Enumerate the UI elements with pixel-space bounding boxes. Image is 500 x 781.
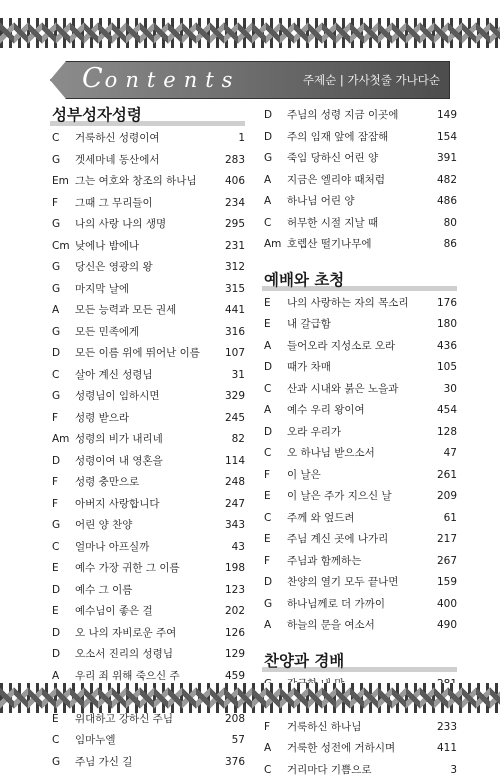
- page-number: 411: [437, 738, 457, 760]
- song-title: 모든 민족에게: [75, 322, 139, 344]
- song-key: E: [52, 709, 77, 731]
- song-key: G: [52, 752, 77, 774]
- page-number: 126: [225, 623, 245, 645]
- bottom-border-pattern: [0, 683, 500, 713]
- song-title: 오소서 진리의 성령님: [75, 644, 173, 666]
- page-number: 316: [225, 322, 245, 344]
- page-number: 57: [232, 730, 245, 752]
- page-number: 267: [437, 551, 457, 573]
- song-title: 때가 차매: [287, 357, 331, 379]
- song-title: 오 나의 자비로운 주여: [75, 623, 176, 645]
- page-number: 47: [444, 443, 457, 465]
- page-number: 231: [225, 236, 245, 258]
- song-title: 낮에나 밤에나: [75, 236, 139, 258]
- toc-entry[interactable]: [50, 515, 245, 537]
- song-key: G: [52, 515, 77, 537]
- section-heading: 예배와 초청: [262, 268, 457, 293]
- page-number: 202: [225, 601, 245, 623]
- song-key: A: [264, 191, 289, 213]
- page-number: 129: [225, 644, 245, 666]
- toc-entry[interactable]: [262, 379, 457, 401]
- song-title: 주님 계신 곳에 나가리: [287, 529, 388, 551]
- song-title: 나의 사랑하는 자의 목소리: [287, 293, 409, 315]
- toc-entry[interactable]: [262, 551, 457, 573]
- song-key: D: [52, 644, 77, 666]
- page-number: 391: [437, 148, 457, 170]
- page-number: 209: [437, 486, 457, 508]
- toc-entry[interactable]: [262, 336, 457, 358]
- toc-entry[interactable]: [50, 472, 245, 494]
- song-key: Am: [52, 429, 77, 451]
- song-key: C: [264, 760, 289, 781]
- song-key: D: [264, 422, 289, 444]
- song-title: 하나님께로 더 가까이: [287, 594, 385, 616]
- song-key: C: [264, 379, 289, 401]
- song-title: 겟세마네 동산에서: [75, 150, 159, 172]
- toc-entry[interactable]: [262, 443, 457, 465]
- page-number: 459: [225, 666, 245, 688]
- song-key: G: [52, 386, 77, 408]
- song-title: 그때 그 무리들이: [75, 193, 153, 215]
- section-heading: 찬양과 경배: [262, 649, 457, 674]
- page-number: 312: [225, 257, 245, 279]
- toc-entry[interactable]: [262, 572, 457, 594]
- toc-entry[interactable]: [262, 486, 457, 508]
- page-number: 490: [437, 615, 457, 637]
- page-number: 180: [437, 314, 457, 336]
- song-key: G: [52, 279, 77, 301]
- page-number: 105: [437, 357, 457, 379]
- song-key: A: [264, 615, 289, 637]
- toc-entry[interactable]: [50, 494, 245, 516]
- song-key: E: [52, 558, 77, 580]
- song-key: A: [264, 738, 289, 760]
- song-key: C: [52, 730, 77, 752]
- page-number: 128: [437, 422, 457, 444]
- song-title: 허무한 시절 지날 때: [287, 213, 378, 235]
- toc-entry[interactable]: [262, 105, 457, 127]
- toc-entry[interactable]: [262, 213, 457, 235]
- song-title: 주님의 성령 지금 이곳에: [287, 105, 398, 127]
- song-title: 들어오라 지성소로 오라: [287, 336, 395, 358]
- page-number: 30: [444, 379, 457, 401]
- page-number: 154: [437, 127, 457, 149]
- toc-entry[interactable]: [262, 717, 457, 739]
- page-number: 159: [437, 572, 457, 594]
- song-key: G: [264, 594, 289, 616]
- page-number: 217: [437, 529, 457, 551]
- song-title: 당신은 영광의 왕: [75, 257, 153, 279]
- song-key: A: [264, 170, 289, 192]
- toc-entry[interactable]: [50, 644, 245, 666]
- song-key: D: [264, 357, 289, 379]
- section-heading: 성부성자성령: [50, 103, 245, 128]
- contents-title-rest: ontents: [105, 68, 241, 92]
- page-number: 295: [225, 214, 245, 236]
- toc-entry[interactable]: [50, 580, 245, 602]
- song-key: F: [264, 717, 289, 739]
- page-number: 436: [437, 336, 457, 358]
- page-number: 486: [437, 191, 457, 213]
- page-number: 107: [225, 343, 245, 365]
- song-title: 임마누엘: [75, 730, 116, 752]
- song-title: 내 갈급함: [287, 314, 331, 336]
- song-key: G: [52, 214, 77, 236]
- song-key: D: [52, 623, 77, 645]
- song-key: C: [52, 365, 77, 387]
- song-key: E: [264, 529, 289, 551]
- toc-entry[interactable]: [50, 322, 245, 344]
- toc-entry[interactable]: [50, 365, 245, 387]
- song-title: 예수 그 이름: [75, 580, 132, 602]
- right-column: [262, 103, 457, 781]
- page-number: 208: [225, 709, 245, 731]
- toc-entry[interactable]: [50, 279, 245, 301]
- song-key: F: [52, 472, 77, 494]
- song-title: 주께 와 엎드려: [287, 508, 355, 530]
- song-title: 모든 이름 위에 뛰어난 이름: [75, 343, 200, 365]
- song-key: F: [52, 408, 77, 430]
- toc-entry[interactable]: [262, 760, 457, 781]
- song-title: 모든 능력과 모든 권세: [75, 300, 176, 322]
- contents-title-initial: C: [82, 63, 105, 94]
- toc-entry[interactable]: [50, 214, 245, 236]
- page-number: 441: [225, 300, 245, 322]
- page-number: 329: [225, 386, 245, 408]
- page-number: 1: [238, 128, 245, 150]
- toc-entry[interactable]: [262, 314, 457, 336]
- song-title: 오 하나님 받으소서: [287, 443, 375, 465]
- page-number: 482: [437, 170, 457, 192]
- toc-entry[interactable]: [262, 127, 457, 149]
- page-number: 198: [225, 558, 245, 580]
- song-title: 성령님이 임하시면: [75, 386, 159, 408]
- song-title: 성령 받으라: [75, 408, 129, 430]
- song-key: A: [264, 400, 289, 422]
- song-title: 예수 가장 귀한 그 이름: [75, 558, 180, 580]
- song-key: D: [264, 105, 289, 127]
- song-key: Am: [264, 234, 289, 256]
- song-title: 산과 시내와 붉은 노을과: [287, 379, 398, 401]
- song-title: 예수님이 좋은 걸: [75, 601, 153, 623]
- song-title: 나의 사랑 나의 생명: [75, 214, 166, 236]
- song-title: 거리마다 기쁨으로: [287, 760, 371, 781]
- toc-entry[interactable]: [50, 752, 245, 774]
- page-number: 123: [225, 580, 245, 602]
- section-spacer: [262, 256, 457, 268]
- contents-title: [82, 64, 240, 94]
- toc-entry[interactable]: [262, 400, 457, 422]
- page-number: 248: [225, 472, 245, 494]
- toc-entry[interactable]: [262, 148, 457, 170]
- song-key: C: [264, 213, 289, 235]
- song-title: 주님 가신 길: [75, 752, 132, 774]
- toc-entry[interactable]: [50, 730, 245, 752]
- top-border-pattern: [0, 18, 500, 48]
- song-title: 아버지 사랑합니다: [75, 494, 159, 516]
- song-key: D: [264, 127, 289, 149]
- page-number: 406: [225, 171, 245, 193]
- song-key: G: [52, 257, 77, 279]
- song-key: C: [264, 443, 289, 465]
- toc-entry[interactable]: [262, 465, 457, 487]
- page-number: 114: [225, 451, 245, 473]
- song-title: 죽임 당하신 어린 양: [287, 148, 378, 170]
- page-number: 80: [444, 213, 457, 235]
- song-key: A: [52, 666, 77, 688]
- toc-entry[interactable]: [50, 451, 245, 473]
- toc-entry[interactable]: [50, 343, 245, 365]
- contents-subtitle: 주제순 | 가사첫줄 가나다순: [303, 70, 440, 90]
- song-title: 거룩하신 하나님: [287, 717, 361, 739]
- song-title: 하나님 어린 양: [287, 191, 355, 213]
- song-key: D: [52, 343, 77, 365]
- song-title: 이 날은: [287, 465, 321, 487]
- page-number: 43: [232, 537, 245, 559]
- toc-entry[interactable]: [50, 386, 245, 408]
- page-number: 247: [225, 494, 245, 516]
- song-title: 주의 임재 앞에 잠잠해: [287, 127, 388, 149]
- song-title: 이 날은 주가 지으신 날: [287, 486, 392, 508]
- song-key: D: [264, 572, 289, 594]
- song-key: G: [264, 148, 289, 170]
- song-key: C: [52, 537, 77, 559]
- song-title: 주님과 함께하는: [287, 551, 361, 573]
- song-title: 성령의 비가 내리네: [75, 429, 163, 451]
- page-number: 233: [437, 717, 457, 739]
- song-title: 살아 계신 성령님: [75, 365, 153, 387]
- song-title: 위대하고 강하신 주님: [75, 709, 173, 731]
- toc-entry[interactable]: [50, 601, 245, 623]
- section-spacer: [262, 637, 457, 649]
- song-title: 호렙산 떨기나무에: [287, 234, 371, 256]
- song-key: E: [264, 486, 289, 508]
- toc-entry[interactable]: [50, 236, 245, 258]
- page-number: 343: [225, 515, 245, 537]
- toc-entry[interactable]: [50, 193, 245, 215]
- toc-entry[interactable]: [50, 558, 245, 580]
- song-title: 거룩하신 성령이여: [75, 128, 159, 150]
- toc-entry[interactable]: [50, 623, 245, 645]
- toc-entry[interactable]: [262, 529, 457, 551]
- song-key: A: [264, 336, 289, 358]
- toc-entry[interactable]: [262, 422, 457, 444]
- song-key: F: [264, 465, 289, 487]
- song-title: 마지막 날에: [75, 279, 129, 301]
- song-key: F: [264, 551, 289, 573]
- song-title: 오라 우리가: [287, 422, 341, 444]
- page-number: 315: [225, 279, 245, 301]
- left-column: [50, 103, 245, 773]
- song-title: 찬양의 열기 모두 끝나면: [287, 572, 398, 594]
- toc-entry[interactable]: [50, 128, 245, 150]
- toc-section: [262, 268, 457, 637]
- song-key: Cm: [52, 236, 77, 258]
- toc-section: [262, 649, 457, 781]
- song-key: D: [52, 580, 77, 602]
- song-title: 얼마나 아프실까: [75, 537, 149, 559]
- toc-entry[interactable]: [50, 171, 245, 193]
- page-number: 245: [225, 408, 245, 430]
- page-number: 82: [232, 429, 245, 451]
- toc-entry[interactable]: [262, 615, 457, 637]
- song-key: C: [52, 128, 77, 150]
- song-title: 하늘의 문을 여소서: [287, 615, 375, 637]
- toc-entry[interactable]: [50, 408, 245, 430]
- page-number: 376: [225, 752, 245, 774]
- song-key: Em: [52, 171, 77, 193]
- toc-entry[interactable]: [50, 300, 245, 322]
- page-number: 400: [437, 594, 457, 616]
- page-number: 283: [225, 150, 245, 172]
- toc-entry[interactable]: [262, 191, 457, 213]
- toc-entry[interactable]: [50, 429, 245, 451]
- song-key: A: [52, 300, 77, 322]
- song-key: F: [52, 193, 77, 215]
- toc-section: [262, 105, 457, 256]
- page-number: 176: [437, 293, 457, 315]
- toc-entry[interactable]: [50, 537, 245, 559]
- page-number: 86: [444, 234, 457, 256]
- song-key: F: [52, 494, 77, 516]
- page-number: 454: [437, 400, 457, 422]
- toc-section: [50, 103, 245, 773]
- song-title: 우리 죄 위해 죽으신 주: [75, 666, 180, 688]
- song-key: E: [264, 314, 289, 336]
- song-title: 성령이여 내 영혼을: [75, 451, 163, 473]
- song-title: 지금은 엘리야 때처럼: [287, 170, 385, 192]
- page-number: 31: [232, 365, 245, 387]
- song-key: E: [264, 293, 289, 315]
- song-key: G: [52, 150, 77, 172]
- song-key: C: [264, 508, 289, 530]
- song-key: D: [52, 451, 77, 473]
- song-key: E: [52, 601, 77, 623]
- song-title: 예수 우리 왕이여: [287, 400, 365, 422]
- page-number: 234: [225, 193, 245, 215]
- song-title: 그는 여호와 창조의 하나님: [75, 171, 197, 193]
- toc-entry[interactable]: [262, 234, 457, 256]
- toc-entry[interactable]: [262, 170, 457, 192]
- page-number: 3: [450, 760, 457, 781]
- toc-entry[interactable]: [262, 357, 457, 379]
- page-number: 261: [437, 465, 457, 487]
- song-title: 성령 충만으로: [75, 472, 139, 494]
- toc-entry[interactable]: [262, 293, 457, 315]
- toc-entry[interactable]: [50, 150, 245, 172]
- page-number: 149: [437, 105, 457, 127]
- song-key: G: [52, 322, 77, 344]
- toc-entry[interactable]: [262, 738, 457, 760]
- page-number: 61: [444, 508, 457, 530]
- toc-entry[interactable]: [262, 508, 457, 530]
- toc-entry[interactable]: [50, 257, 245, 279]
- toc-entry[interactable]: [262, 594, 457, 616]
- song-title: 거룩한 성전에 거하시며: [287, 738, 395, 760]
- song-title: 어린 양 찬양: [75, 515, 132, 537]
